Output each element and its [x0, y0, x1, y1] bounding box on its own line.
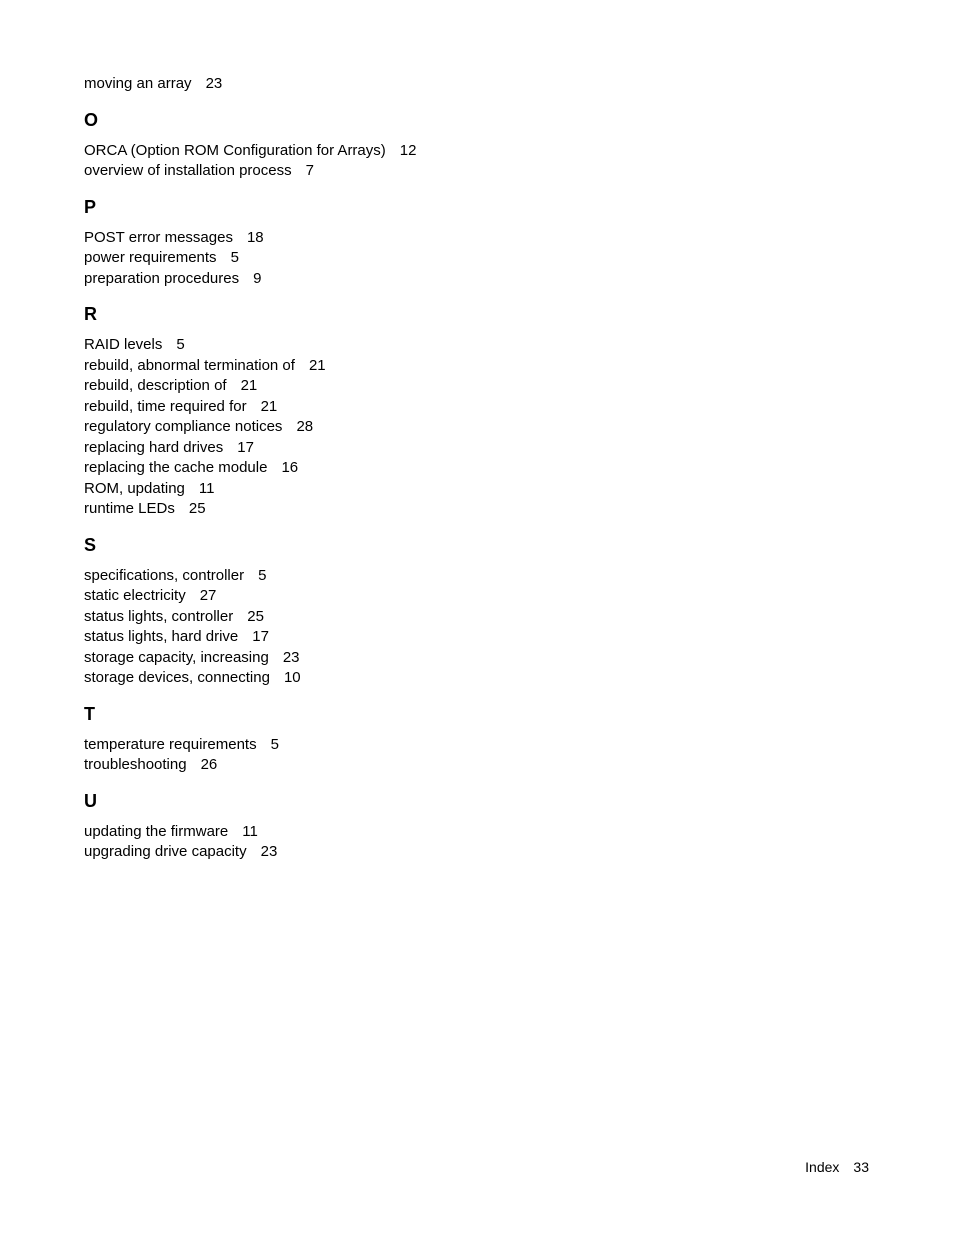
index-entry — [84, 627, 684, 648]
index-entry — [84, 228, 684, 249]
index-section-u — [84, 789, 684, 863]
index-entry-page-link[interactable]: 25 — [247, 607, 264, 625]
index-entry-page-link[interactable]: 26 — [200, 756, 218, 773]
index-entry-page-link[interactable]: 25 — [188, 500, 206, 517]
index-entry-page-link[interactable]: 11 — [198, 479, 215, 497]
index-entry — [84, 499, 684, 520]
index-entry-term: RAID levels — [84, 336, 163, 353]
index-entry-term: replacing the cache module — [84, 459, 268, 476]
index-continuation — [84, 74, 684, 95]
index-entry-term: ROM, updating — [84, 479, 185, 497]
index-entry-term: temperature requirements — [84, 735, 257, 753]
index-entry-term: preparation procedures — [84, 269, 240, 287]
index-entry — [84, 668, 684, 689]
index-entry-term: POST error messages — [84, 228, 233, 246]
index-entry-page-link[interactable]: 17 — [252, 628, 269, 645]
index-section-letter: P — [84, 196, 97, 217]
index-entry-page-link[interactable]: 5 — [230, 249, 239, 266]
index-entry — [84, 842, 684, 863]
index-entry-page-link[interactable]: 5 — [270, 735, 279, 753]
index-entry — [84, 74, 684, 95]
index-entry-page-link[interactable]: 21 — [260, 397, 278, 415]
index-entry — [84, 735, 684, 756]
index-entry — [84, 335, 684, 356]
index-entry-term: overview of installation process — [84, 162, 292, 179]
index-entry — [84, 376, 684, 397]
index-entry-page-link[interactable]: 16 — [281, 459, 299, 476]
index-entry-term: updating the firmware — [84, 822, 229, 840]
index-entry — [84, 479, 684, 500]
index-entry-term: regulatory compliance notices — [84, 418, 283, 435]
index-entry — [84, 566, 684, 587]
index-entry-term: rebuild, description of — [84, 377, 227, 394]
index-entry-term: moving an array — [84, 75, 192, 92]
index-entry-term: troubleshooting — [84, 756, 187, 773]
index-entry-page-link[interactable]: 11 — [242, 822, 258, 840]
index-entry-page-link[interactable]: 23 — [205, 75, 223, 92]
index-entry-page-link[interactable]: 9 — [253, 269, 262, 287]
index-sections — [84, 108, 684, 863]
index-entry — [84, 248, 684, 269]
index-section-letter: R — [84, 304, 97, 324]
index-entry-page-link[interactable]: 5 — [176, 336, 185, 353]
index-entry — [84, 397, 684, 418]
index-entry — [84, 586, 684, 607]
index-entry-term: ORCA (Option ROM Configuration for Arrays) — [84, 141, 386, 159]
index-entry-term: static electricity — [84, 587, 186, 604]
index-section-s — [84, 533, 684, 689]
index-column — [84, 74, 684, 863]
index-section-letter: T — [84, 703, 95, 724]
index-entry-page-link[interactable]: 10 — [283, 669, 301, 686]
index-entry-term: rebuild, abnormal termination of — [84, 356, 295, 374]
index-entry-term: runtime LEDs — [84, 500, 175, 517]
index-entry — [84, 458, 684, 479]
index-entry — [84, 822, 684, 843]
index-entry — [84, 269, 684, 290]
index-entry-page-link[interactable]: 21 — [240, 377, 258, 394]
index-entry-page-link[interactable]: 5 — [258, 566, 267, 584]
index-entry-page-link[interactable]: 23 — [260, 843, 278, 860]
index-section-letter: S — [84, 534, 97, 555]
index-entry-page-link[interactable]: 23 — [282, 648, 300, 666]
index-entry — [84, 141, 684, 162]
index-entry-term: storage capacity, increasing — [84, 648, 269, 666]
index-entry-term: replacing hard drives — [84, 438, 224, 456]
index-entry — [84, 356, 684, 377]
index-section-t — [84, 702, 684, 776]
index-entry — [84, 161, 684, 182]
index-entry-page-link[interactable]: 27 — [199, 587, 217, 604]
index-section-o — [84, 108, 684, 182]
index-section-r — [84, 302, 684, 520]
index-entry-term: upgrading drive capacity — [84, 843, 247, 860]
index-entry — [84, 607, 684, 628]
index-entry-page-link[interactable]: 28 — [296, 418, 314, 435]
index-section-letter: O — [84, 109, 99, 130]
page-footer — [805, 1158, 869, 1176]
footer-label: Index — [805, 1159, 840, 1175]
index-entry-page-link[interactable]: 21 — [308, 356, 326, 374]
index-entry-term: storage devices, connecting — [84, 669, 270, 686]
index-entry-term: status lights, hard drive — [84, 628, 239, 645]
index-entry-term: power requirements — [84, 249, 217, 266]
index-entry-page-link[interactable]: 17 — [237, 438, 254, 456]
index-entry-page-link[interactable]: 12 — [399, 141, 417, 159]
index-entry-term: specifications, controller — [84, 566, 245, 584]
index-section-p — [84, 195, 684, 290]
index-section-letter: U — [84, 790, 97, 811]
index-entry-page-link[interactable]: 18 — [246, 228, 264, 246]
index-entry — [84, 648, 684, 669]
index-entry — [84, 755, 684, 776]
index-entry-term: rebuild, time required for — [84, 397, 247, 415]
index-entry — [84, 438, 684, 459]
index-entry-page-link[interactable]: 7 — [305, 162, 314, 179]
index-entry — [84, 417, 684, 438]
footer-page-number: 33 — [853, 1159, 869, 1175]
index-entry-term: status lights, controller — [84, 607, 234, 625]
